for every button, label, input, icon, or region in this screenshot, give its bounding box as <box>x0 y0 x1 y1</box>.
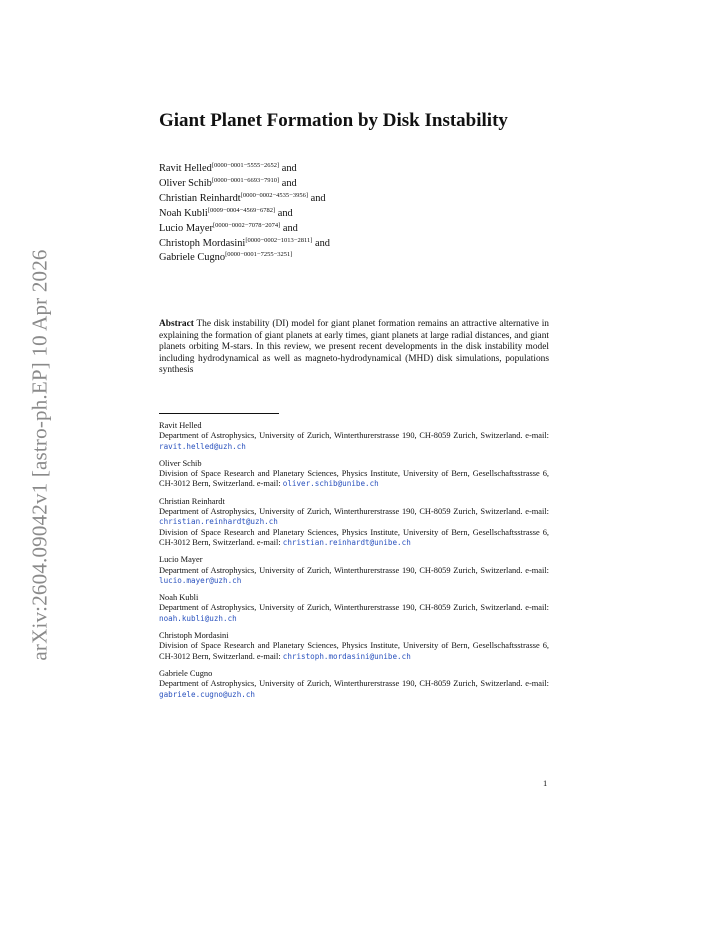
affiliation-author-name: Oliver Schib <box>159 458 202 468</box>
affiliation-author-name: Lucio Mayer <box>159 555 203 565</box>
author-orcid: [0000−0001−7255−3251] <box>225 251 293 259</box>
paper-title: Giant Planet Formation by Disk Instability <box>159 110 508 131</box>
abstract-label: Abstract <box>159 319 194 329</box>
author-name: Oliver Schib <box>159 177 212 189</box>
author-orcid: [0000−0002−7078−2074] <box>212 221 281 229</box>
affiliation-entry <box>159 459 549 490</box>
author-conjunction: and <box>280 222 298 234</box>
author-line <box>159 205 330 220</box>
author-line <box>159 235 330 250</box>
affiliation-text: Division of Space Research and Planetary Sciences, Physics Institute, University of Bern, Gesellschaftsstrasse 6, CH-3012 Bern, Switzerland. e-mail: <box>159 527 549 547</box>
author-orcid: [0000−0002−4535−3956] <box>240 191 308 199</box>
affiliation-author-name: Ravit Helled <box>159 421 202 430</box>
affiliation-entry <box>159 593 549 624</box>
affiliation-author-name: Gabriele Cugno <box>159 668 213 678</box>
page-number: 1 <box>543 778 548 788</box>
email-link[interactable]: lucio.mayer@uzh.ch <box>159 575 242 585</box>
affiliation-address <box>159 641 549 662</box>
affiliation-address <box>159 603 549 624</box>
affiliation-entry <box>159 631 549 662</box>
affiliation-text: Department of Astrophysics, University of Zurich, Winterthurerstrasse 190, CH-8059 Zurich, Switzerland. e-mail: <box>159 431 549 441</box>
author-line <box>159 160 330 175</box>
affiliation-text: Department of Astrophysics, University of Zurich, Winterthurerstrasse 190, CH-8059 Zurich, Switzerland. e-mail: <box>159 679 549 689</box>
author-name: Gabriele Cugno <box>159 252 226 264</box>
email-link[interactable]: christian.reinhardt@unibe.ch <box>282 537 411 547</box>
affiliation-text: Department of Astrophysics, University of Zurich, Winterthurerstrasse 190, CH-8059 Zurich, Switzerland. e-mail: <box>159 603 549 613</box>
affiliation-address <box>159 431 549 452</box>
author-name: Ravit Helled <box>159 163 212 174</box>
affiliation-author-name: Noah Kubli <box>159 593 199 603</box>
author-conjunction: and <box>279 177 297 189</box>
abstract-text: The disk instability (DI) model for giant planet formation remains an attractive alternative in explaining the formation of giant planets at early times, giant planets at large radial distances, and giant planets orbiting M-stars. In this review, we present recent developments in the disk instability model including hydrodynamical as well as magneto-hydrodynamical (MHD) disk simulations, populations synthesis <box>159 319 549 376</box>
author-name: Noah Kubli <box>159 207 208 219</box>
author-list <box>159 160 330 264</box>
affiliation-entry <box>159 669 549 700</box>
affiliation-text: Department of Astrophysics, University of Zurich, Winterthurerstrasse 190, CH-8059 Zurich, Switzerland. e-mail: <box>159 565 549 575</box>
footnote-rule <box>159 413 279 414</box>
author-conjunction: and <box>275 207 293 219</box>
affiliation-text: Department of Astrophysics, University of Zurich, Winterthurerstrasse 190, CH-8059 Zurich, Switzerland. e-mail: <box>159 507 549 517</box>
email-link[interactable]: oliver.schib@unibe.ch <box>282 479 379 489</box>
author-name: Christian Reinhardt <box>159 192 241 204</box>
email-link[interactable]: christian.reinhardt@uzh.ch <box>159 517 278 527</box>
affiliation-entry <box>159 497 549 548</box>
affiliation-address <box>159 528 549 549</box>
affiliation-address <box>159 469 549 490</box>
affiliation-address <box>159 507 549 528</box>
email-link[interactable]: christoph.mordasini@unibe.ch <box>282 651 411 661</box>
author-line <box>159 175 330 190</box>
affiliation-author-name: Christoph Mordasini <box>159 631 229 641</box>
affiliation-text: Division of Space Research and Planetary Sciences, Physics Institute, University of Bern, Gesellschaftsstrasse 6, CH-3012 Bern, Switzerland. e-mail: <box>159 469 549 489</box>
author-orcid: [0000−0001−5555−2652] <box>211 162 280 169</box>
affiliation-list <box>159 421 549 707</box>
author-orcid: [0009−0004−4569−6782] <box>207 206 276 214</box>
email-link[interactable]: ravit.helled@uzh.ch <box>159 441 246 451</box>
arxiv-sidebar-stamp <box>22 235 58 675</box>
affiliation-text: Division of Space Research and Planetary Sciences, Physics Institute, University of Bern, Gesellschaftsstrasse 6, CH-3012 Bern, Switzerland. e-mail: <box>159 641 549 661</box>
affiliation-author-name: Christian Reinhardt <box>159 496 225 506</box>
author-name: Lucio Mayer <box>159 222 213 234</box>
author-name: Christoph Mordasini <box>159 237 246 249</box>
affiliation-entry <box>159 555 549 586</box>
affiliation-address <box>159 679 549 700</box>
arxiv-identifier: arXiv:2604.09042v1 [astro-ph.EP] 10 Apr 2026 <box>27 249 52 661</box>
author-line <box>159 249 330 264</box>
author-conjunction: and <box>312 237 331 249</box>
author-line <box>159 220 330 235</box>
email-link[interactable]: noah.kubli@uzh.ch <box>159 613 237 623</box>
email-link[interactable]: gabriele.cugno@uzh.ch <box>159 689 256 699</box>
affiliation-address <box>159 566 549 587</box>
author-conjunction: and <box>279 163 297 174</box>
abstract <box>159 319 549 377</box>
author-orcid: [0000−0001−6693−7910] <box>211 176 280 184</box>
author-orcid: [0000−0002−1013−2811] <box>245 236 313 244</box>
author-conjunction: and <box>308 192 326 204</box>
author-line <box>159 190 330 205</box>
affiliation-entry <box>159 421 549 452</box>
